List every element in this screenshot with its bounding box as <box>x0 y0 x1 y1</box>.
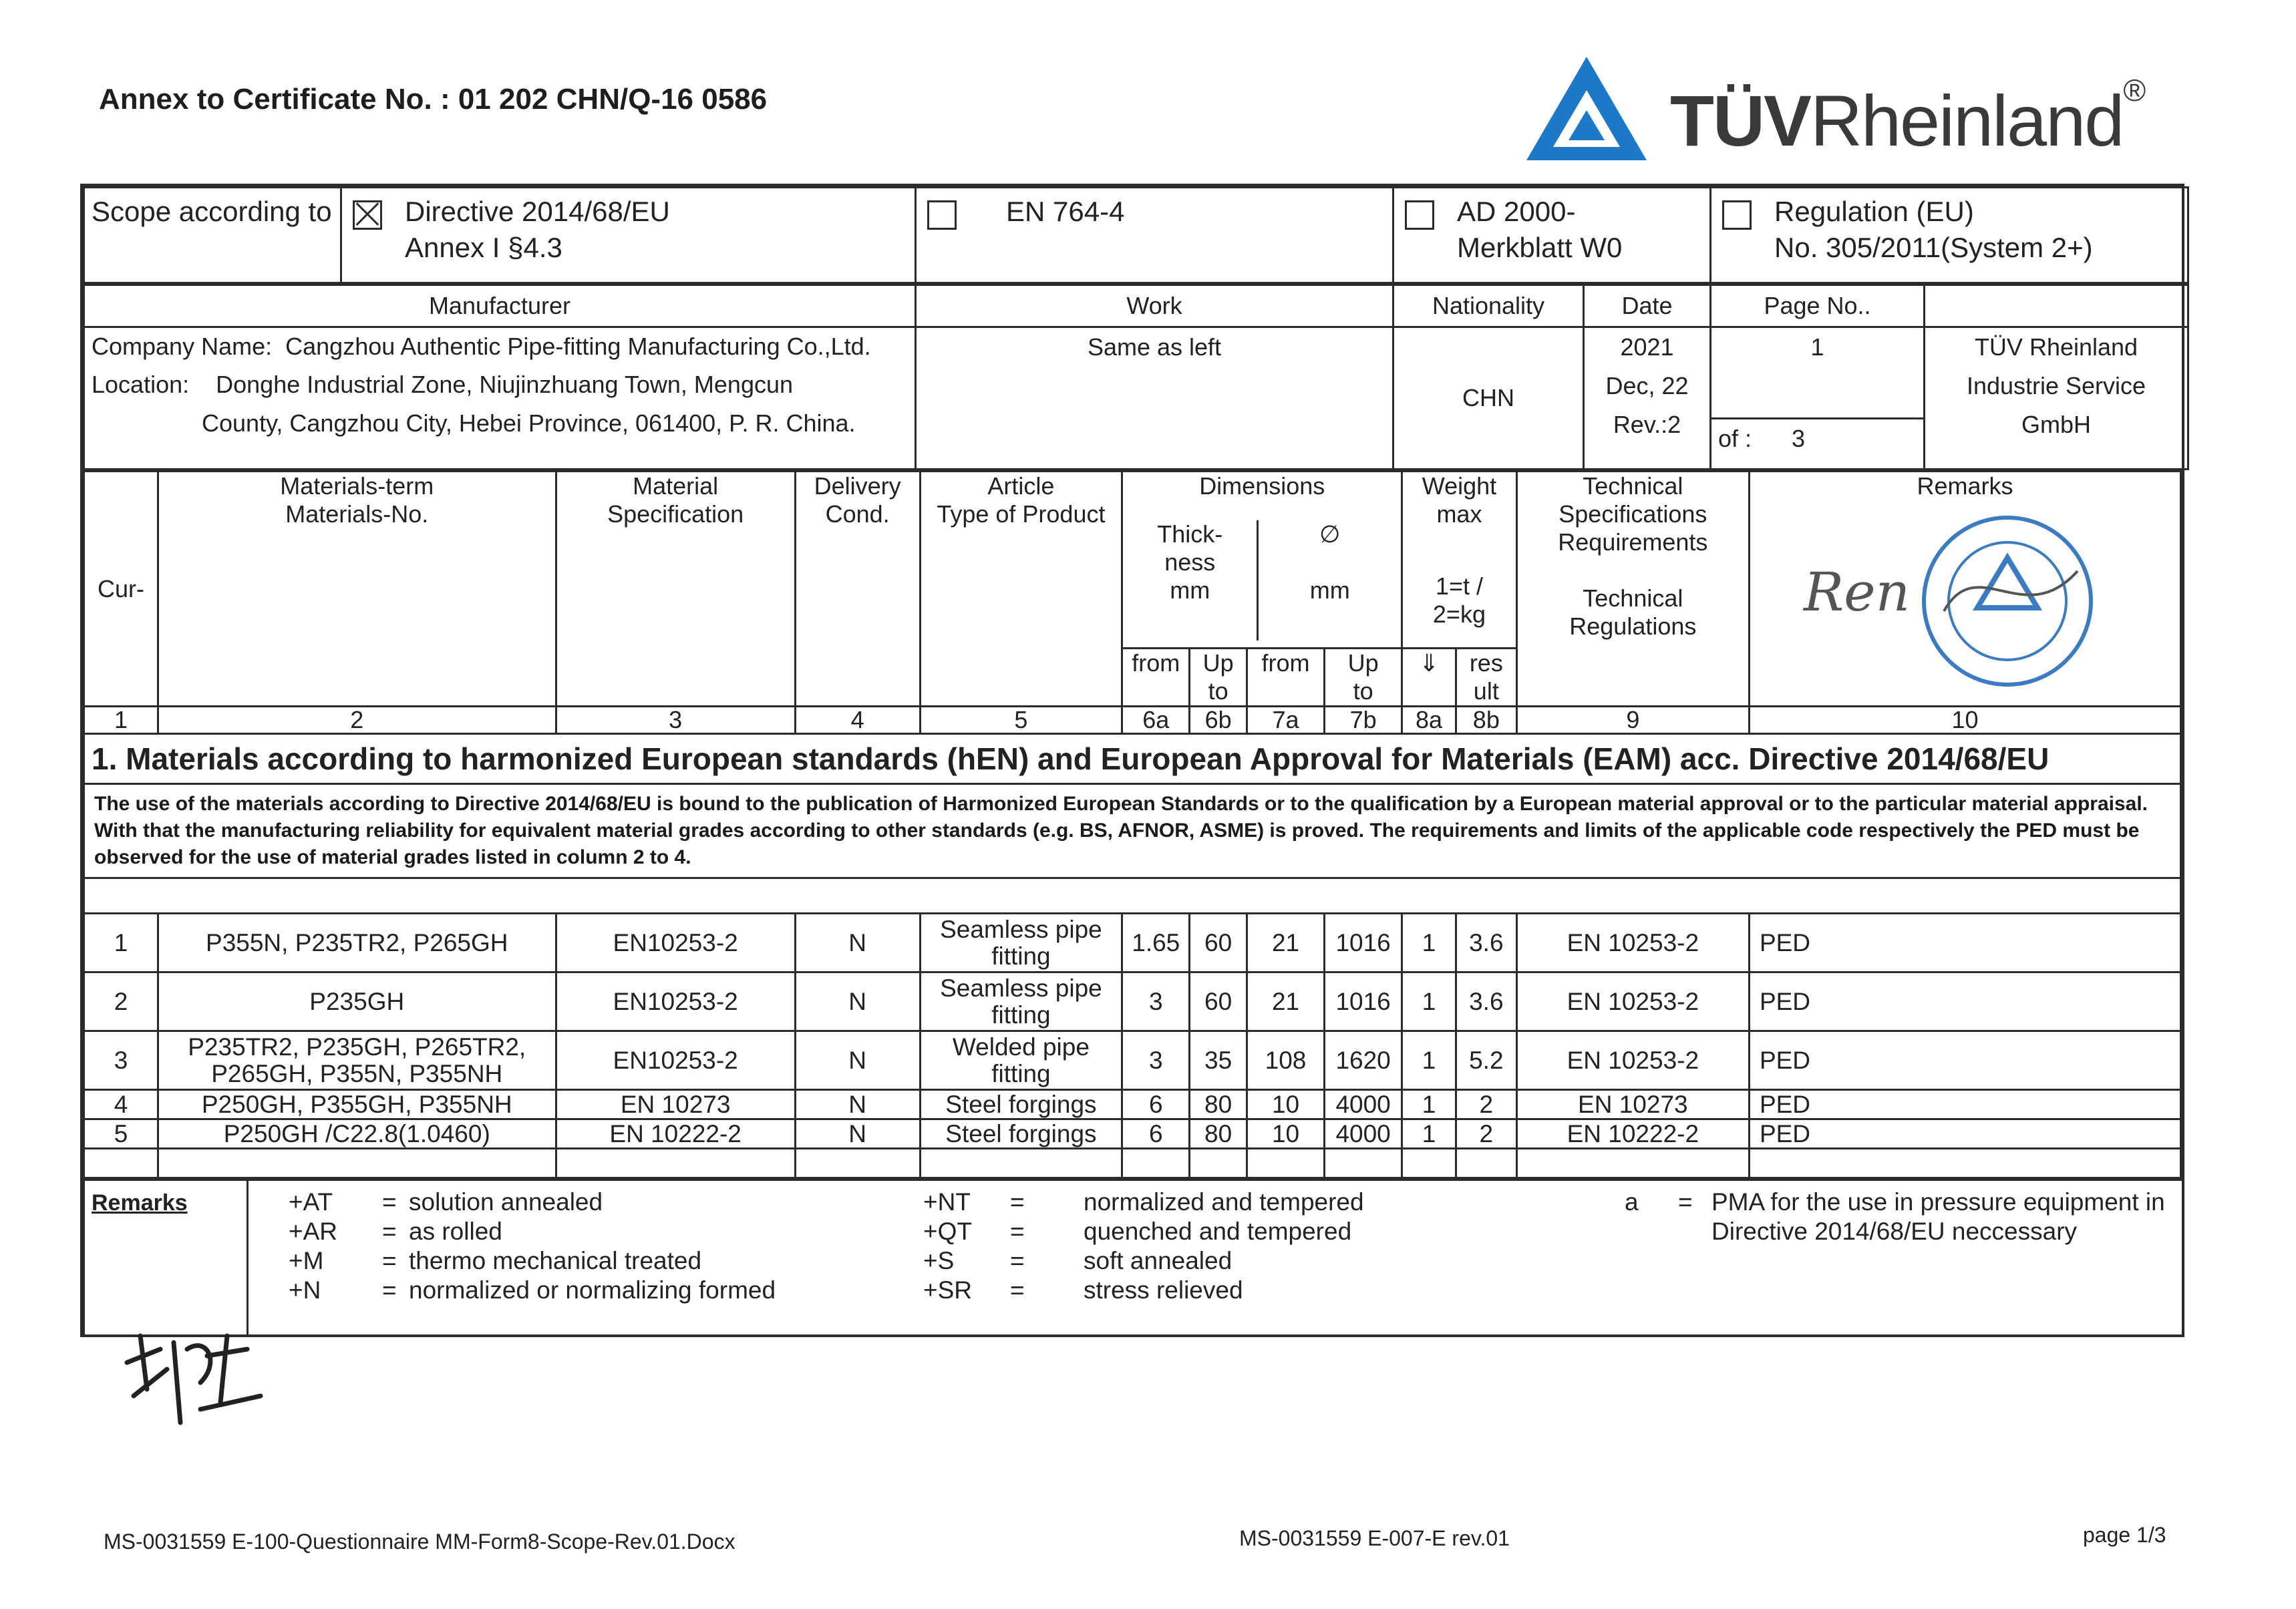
cell-cur: 5 <box>84 1119 158 1149</box>
cell-weight-unit: 1 <box>1402 972 1456 1031</box>
page-no-header: Page No.. <box>1711 285 1925 327</box>
tuv-rheinland-logo <box>1523 53 2191 167</box>
cell-materials: P355N, P235TR2, P265GH <box>158 914 556 972</box>
col-diameter-from: from <box>1247 649 1325 707</box>
inspector-signature: Ren <box>1804 561 1911 623</box>
col-cur: Cur- <box>84 472 158 707</box>
cell-weight-unit: 1 <box>1402 1031 1456 1090</box>
table-row <box>84 1119 2181 1149</box>
col-dimensions: Dimensions Thick- ness mm ∅ mm <box>1122 472 1402 649</box>
col-result: res ult <box>1456 649 1516 707</box>
col-remarks: Remarks <box>1749 472 2180 707</box>
cell-diameter-from: 108 <box>1247 1031 1325 1090</box>
cell-weight-unit: 1 <box>1402 914 1456 972</box>
manufacturer-details: Company Name: Cangzhou Authentic Pipe-fitting Manufacturing Co.,Ltd. Location: Donghe Industrial Zone, Niujinzhuang Town, Mengcun County, Cangzhou City, Hebei Province, 061400, P. R. China. <box>84 327 916 470</box>
checkbox-empty-icon[interactable] <box>1405 200 1434 230</box>
cell-thickness-from: 6 <box>1122 1119 1190 1149</box>
cell-materials: P235GH <box>158 972 556 1031</box>
cell-diameter-from: 21 <box>1247 914 1325 972</box>
cell-remarks: PED <box>1749 972 2180 1031</box>
legend-item: +AR = as rolled <box>289 1218 502 1245</box>
cell-technical: EN 10253-2 <box>1516 1031 1749 1090</box>
legend-item: +SR = stress relieved <box>923 1276 1243 1304</box>
legend-item: +S = soft annealed <box>923 1247 1233 1274</box>
arrow-down-icon: ⇓ <box>1402 649 1456 707</box>
col-number: 8b <box>1456 707 1516 734</box>
info-table <box>83 284 2189 470</box>
cell-diameter-to: 1016 <box>1325 914 1402 972</box>
blank-row <box>84 878 2181 914</box>
cell-remarks: PED <box>1749 1090 2180 1119</box>
cell-remarks: PED <box>1749 1119 2180 1149</box>
cell-remarks: PED <box>1749 1031 2180 1090</box>
cell-thickness-from: 3 <box>1122 972 1190 1031</box>
signature-scribble-icon <box>120 1322 274 1436</box>
col-number: 10 <box>1749 707 2180 734</box>
legend-item: a = PMA for the use in pressure equipment in Directive 2014/68/EU neccessary <box>1625 1188 2165 1245</box>
cell-weight-result: 3.6 <box>1456 914 1516 972</box>
nationality-value: CHN <box>1393 327 1584 470</box>
legend-item: +N = normalized or normalizing formed <box>289 1276 776 1304</box>
checkbox-empty-icon[interactable] <box>927 200 957 230</box>
cell-thickness-to: 35 <box>1190 1031 1247 1090</box>
cell-product: Seamless pipe fitting <box>920 972 1122 1031</box>
scope-option-en764[interactable]: EN 764-4 <box>916 188 1393 283</box>
scope-option-ad2000[interactable]: AD 2000- Merkblatt W0 <box>1393 188 1711 283</box>
col-number: 1 <box>84 707 158 734</box>
column-numbers-row <box>84 707 2181 734</box>
cell-spec: EN10253-2 <box>556 914 795 972</box>
col-number: 6b <box>1190 707 1247 734</box>
section-title: 1. Materials according to harmonized European standards (hEN) and European Approval for Materials (EAM) acc. Directive 2014/68/EU <box>84 734 2181 784</box>
col-thickness-upto: Up to <box>1190 649 1247 707</box>
footer-form-id: MS-0031559 E-007-E rev.01 <box>1239 1526 1510 1550</box>
footer-page-number: page 1/3 <box>2083 1523 2166 1547</box>
cell-weight-unit: 1 <box>1402 1090 1456 1119</box>
legend-item: +AT = solution annealed <box>289 1188 603 1216</box>
cell-spec: EN 10273 <box>556 1090 795 1119</box>
cell-cur: 1 <box>84 914 158 972</box>
cell-cur: 2 <box>84 972 158 1031</box>
cell-diameter-to: 1620 <box>1325 1031 1402 1090</box>
cell-thickness-to: 80 <box>1190 1119 1247 1149</box>
col-number: 3 <box>556 707 795 734</box>
date-header: Date <box>1584 285 1711 327</box>
cell-diameter-from: 10 <box>1247 1090 1325 1119</box>
table-row <box>84 1090 2181 1119</box>
col-delivery: Delivery Cond. <box>795 472 920 707</box>
cell-delivery: N <box>795 1031 920 1090</box>
nationality-header: Nationality <box>1393 285 1584 327</box>
cell-spec: EN10253-2 <box>556 972 795 1031</box>
cell-product: Steel forgings <box>920 1090 1122 1119</box>
remarks-title: Remarks <box>84 1180 248 1335</box>
handwritten-signature <box>120 1322 274 1439</box>
cell-thickness-to: 60 <box>1190 972 1247 1031</box>
col-number: 7b <box>1325 707 1402 734</box>
issuer: TÜV Rheinland Industrie Service GmbH <box>1925 327 2188 470</box>
cell-diameter-from: 10 <box>1247 1119 1325 1149</box>
work-value: Same as left <box>916 327 1393 470</box>
date-value: 2021 Dec, 22 Rev.:2 <box>1584 327 1711 470</box>
col-number: 7a <box>1247 707 1325 734</box>
cell-diameter-to: 1016 <box>1325 972 1402 1031</box>
table-row <box>84 914 2181 972</box>
tuv-stamp <box>1917 511 2098 695</box>
remarks-body <box>248 1180 2183 1335</box>
cell-delivery: N <box>795 1119 920 1149</box>
col-thickness-from: from <box>1122 649 1190 707</box>
cell-spec: EN 10222-2 <box>556 1119 795 1149</box>
cell-delivery: N <box>795 972 920 1031</box>
cell-technical: EN 10273 <box>1516 1090 1749 1119</box>
col-number: 2 <box>158 707 556 734</box>
manufacturer-header: Manufacturer <box>84 285 916 327</box>
scope-option-regulation[interactable]: Regulation (EU) No. 305/2011(System 2+) <box>1711 188 2188 283</box>
cell-product: Welded pipe fitting <box>920 1031 1122 1090</box>
col-number: 6a <box>1122 707 1190 734</box>
col-weight: Weight max 1=t / 2=kg <box>1402 472 1517 649</box>
cell-delivery: N <box>795 1090 920 1119</box>
cell-thickness-to: 60 <box>1190 914 1247 972</box>
certificate-number: Annex to Certificate No. : 01 202 CHN/Q-16 0586 <box>99 83 768 116</box>
remarks-legend <box>83 1179 2184 1334</box>
checkbox-checked-icon[interactable] <box>353 200 382 230</box>
cell-thickness-from: 1.65 <box>1122 914 1190 972</box>
cell-delivery: N <box>795 914 920 972</box>
cell-materials: P250GH, P355GH, P355NH <box>158 1090 556 1119</box>
cell-weight-unit: 1 <box>1402 1119 1456 1149</box>
triangle-logo-icon <box>1523 53 1650 167</box>
cell-materials: P235TR2, P235GH, P265TR2, P265GH, P355N, P355NH <box>158 1031 556 1090</box>
scope-form <box>80 184 2184 1337</box>
col-number: 9 <box>1516 707 1749 734</box>
col-number: 8a <box>1402 707 1456 734</box>
cell-spec: EN10253-2 <box>556 1031 795 1090</box>
table-row <box>84 1031 2181 1090</box>
cell-diameter-to: 4000 <box>1325 1090 1402 1119</box>
col-materials: Materials-term Materials-No. <box>158 472 556 707</box>
work-header: Work <box>916 285 1393 327</box>
col-diameter-upto: Up to <box>1325 649 1402 707</box>
cell-cur: 3 <box>84 1031 158 1090</box>
cell-technical: EN 10222-2 <box>1516 1119 1749 1149</box>
cell-diameter-from: 21 <box>1247 972 1325 1031</box>
brand-name: TÜVRheinland® <box>1670 73 2145 161</box>
cell-weight-result: 3.6 <box>1456 972 1516 1031</box>
scope-label: Scope according to <box>84 188 341 283</box>
cell-thickness-from: 3 <box>1122 1031 1190 1090</box>
cell-technical: EN 10253-2 <box>1516 972 1749 1031</box>
footer-document-id: MS-0031559 E-100-Questionnaire MM-Form8-Scope-Rev.01.Docx <box>104 1530 735 1554</box>
cell-technical: EN 10253-2 <box>1516 914 1749 972</box>
col-spec: Material Specification <box>556 472 795 707</box>
table-row-empty <box>84 1149 2181 1178</box>
col-article: Article Type of Product <box>920 472 1122 707</box>
cell-weight-result: 2 <box>1456 1090 1516 1119</box>
cell-materials: P250GH /C22.8(1.0460) <box>158 1119 556 1149</box>
col-number: 4 <box>795 707 920 734</box>
col-technical: Technical Specifications Requirements Technical Regulations <box>1516 472 1749 707</box>
legend-item: +QT = quenched and tempered <box>923 1218 1352 1245</box>
issuer-header-blank <box>1925 285 2188 327</box>
cell-diameter-to: 4000 <box>1325 1119 1402 1149</box>
page-no-value: 1 of : 3 <box>1711 327 1925 470</box>
cell-product: Seamless pipe fitting <box>920 914 1122 972</box>
cell-thickness-to: 80 <box>1190 1090 1247 1119</box>
scope-table <box>83 186 2189 284</box>
table-row <box>84 972 2181 1031</box>
cell-thickness-from: 6 <box>1122 1090 1190 1119</box>
scope-option-ped[interactable]: Directive 2014/68/EU Annex I §4.3 <box>341 188 916 283</box>
stamp-seal-icon <box>1917 511 2098 691</box>
legend-item: +M = thermo mechanical treated <box>289 1247 702 1274</box>
legend-item: +NT = normalized and tempered <box>923 1188 1364 1216</box>
section-intro: The use of the materials according to Directive 2014/68/EU is bound to the publication of Harmonized European Standards or to the qualification by a European material approval or to the particular material appraisal. With that the manufacturing reliability for equivalent material grades according to other standards (e.g. BS, AFNOR, ASME) is proved. The requirements and limits of the applicable code respectively the PED must be observed for the use of material grades listed in column 2 to 4. <box>84 784 2181 878</box>
cell-product: Steel forgings <box>920 1119 1122 1149</box>
cell-weight-result: 5.2 <box>1456 1031 1516 1090</box>
col-number: 5 <box>920 707 1122 734</box>
checkbox-empty-icon[interactable] <box>1722 200 1752 230</box>
cell-weight-result: 2 <box>1456 1119 1516 1149</box>
cell-cur: 4 <box>84 1090 158 1119</box>
cell-remarks: PED <box>1749 914 2180 972</box>
